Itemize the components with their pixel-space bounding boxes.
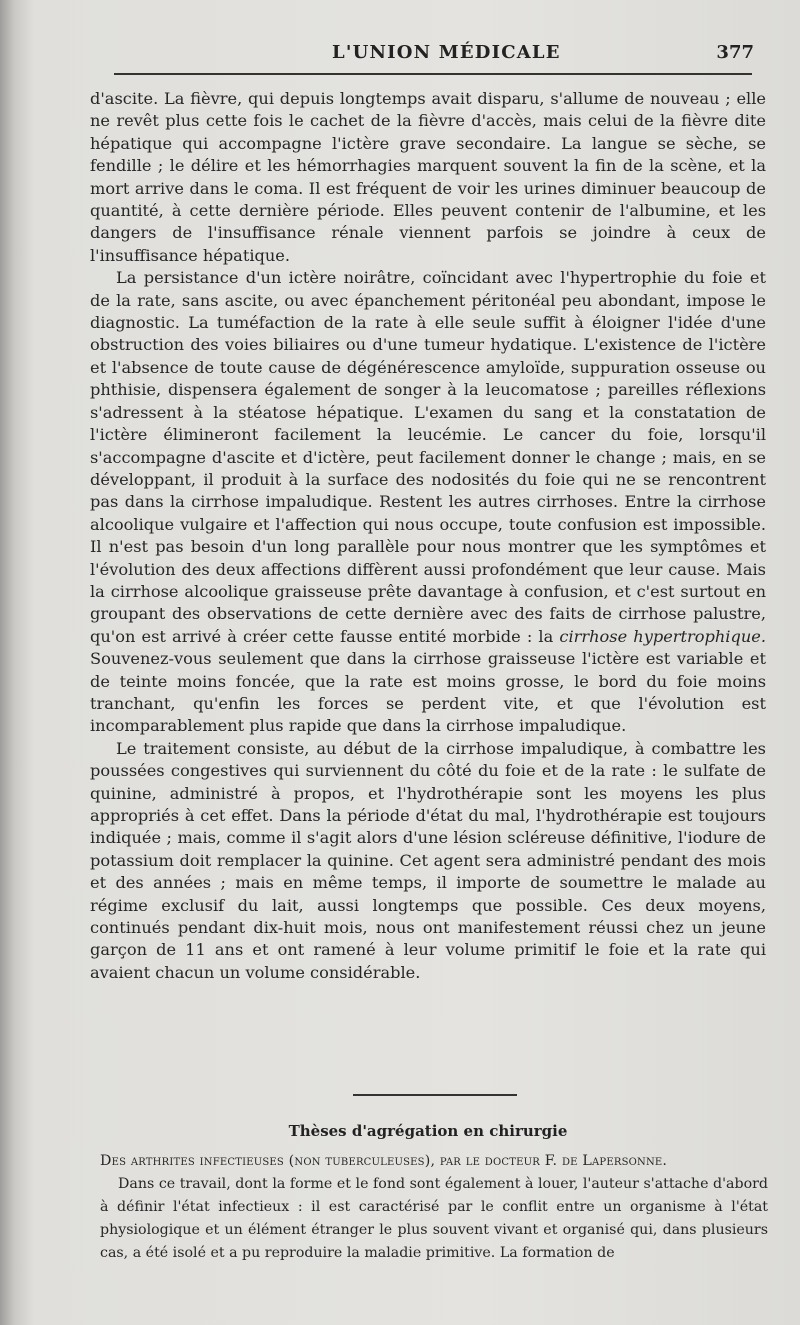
paragraph-2-tail: Souvenez-vous seulement que dans la cirrhose graisseuse l'ictère est variable et de teinte moins foncée, que la rate est moins grosse, le bord du foie moins tranchant, qu'enfin les forces se perdent vite, et que l'évolution est incomparablement plus rapide que dans la cirrhose impaludique. xyxy=(90,649,766,736)
page-number: 377 xyxy=(716,42,754,63)
article-body xyxy=(90,88,766,984)
review-block xyxy=(100,1150,768,1265)
section-divider xyxy=(353,1094,517,1096)
paragraph-2 xyxy=(90,267,766,738)
paragraph-1: d'ascite. La fièvre, qui depuis longtemps avait disparu, s'allume de nouveau ; elle ne revêt plus cette fois le cachet de la fièvre d'accès, mais celui de la fièvre dite hépatique qui accompagne l'ictère grave secondaire. La langue se sèche, se fendille ; le délire et les hémorrhagies marquent souvent la fin de la scène, et la mort arrive dans le coma. Il est fréquent de voir les urines diminuer beaucoup de quantité, à cette dernière période. Elles peuvent contenir de l'albumine, et les dangers de l'insuffisance rénale viennent parfois se joindre à ceux de l'insuffisance hépatique. xyxy=(90,89,766,265)
header-rule xyxy=(114,73,752,75)
review-heading: Des arthrites infectieuses (non tuberculeuses), par le docteur F. de Lapersonne. xyxy=(100,1153,668,1169)
italic-term: cirrhose hypertrophique. xyxy=(559,626,766,646)
section-title: Thèses d'agrégation en chirurgie xyxy=(288,1122,568,1140)
paragraph-3: Le traitement consiste, au début de la cirrhose impaludique, à combattre les poussées congestives qui surviennent du côté du foie et de la rate : le sulfate de quinine, administré à propos, et l'hydrothérapie sont les moyens les plus appropriés à cet effet. Dans la période d'état du mal, l'hydrothérapie est toujours indiquée ; mais, comme il s'agit alors d'une lésion scléreuse définitive, l'iodure de potassium doit remplacer la quinine. Cet agent sera administré pendant des mois et des années ; mais en même temps, il importe de soumettre le malade au régime exclusif du lait, aussi longtemps que possible. Ces deux moyens, continués pendant dix-huit mois, nous ont manifestement réussi chez un jeune garçon de 11 ans et ont ramené à leur volume primitif le foie et la rate qui avaient chacun un volume considérable. xyxy=(90,738,766,982)
review-body: Dans ce travail, dont la forme et le fond sont également à louer, l'auteur s'attache d'abord à définir l'état infectieux : il est caractérisé par le conflit entre un organisme à l'état physiologique et un élément étranger le plus souvent vivant et organisé qui, dans plusieurs cas, a été isolé et a pu reproduire la maladie primitive. La formation de xyxy=(100,1176,768,1261)
running-title: L'UNION MÉDICALE xyxy=(332,42,561,63)
page-header xyxy=(118,42,758,74)
paragraph-2-text: La persistance d'un ictère noirâtre, coïncidant avec l'hypertrophie du foie et de la rate, sans ascite, ou avec épanchement péritonéal peu abondant, impose le diagnostic. La tuméfaction de la rate à elle seule suffit à éloigner l'idée d'une obstruction des voies biliaires ou d'une tumeur hydatique. L'existence de l'ictère et l'absence de toute cause de dégénérescence amyloïde, suppuration osseuse ou phthisie, dispensera également de songer à la leucomatose ; pareilles réflexions s'adressent à la stéatose hépatique. L'examen du sang et la constatation de l'ictère élimineront facilement la leucémie. Le cancer du foie, lorsqu'il s'accompagne d'ascite et d'ictère, peut facilement donner le change ; mais, en se développant, il produit à la surface des nodosités du foie qui ne se rencontrent pas dans la cirrhose impaludique. Restent les autres cirrhoses. Entre la cirrhose alcoolique vulgaire et l'affection qui nous occupe, toute confusion est impossible. Il n'est pas besoin d'un long parallèle pour nous montrer que les symptômes et l'évolution des deux affections diffèrent aussi profondément que leur cause. Mais la cirrhose alcoolique graisseuse prête davantage à confusion, et c'est surtout en groupant des observations de cette dernière avec des faits de cirrhose palustre, qu'on est arrivé à créer cette fausse entité morbide : la xyxy=(90,268,766,646)
